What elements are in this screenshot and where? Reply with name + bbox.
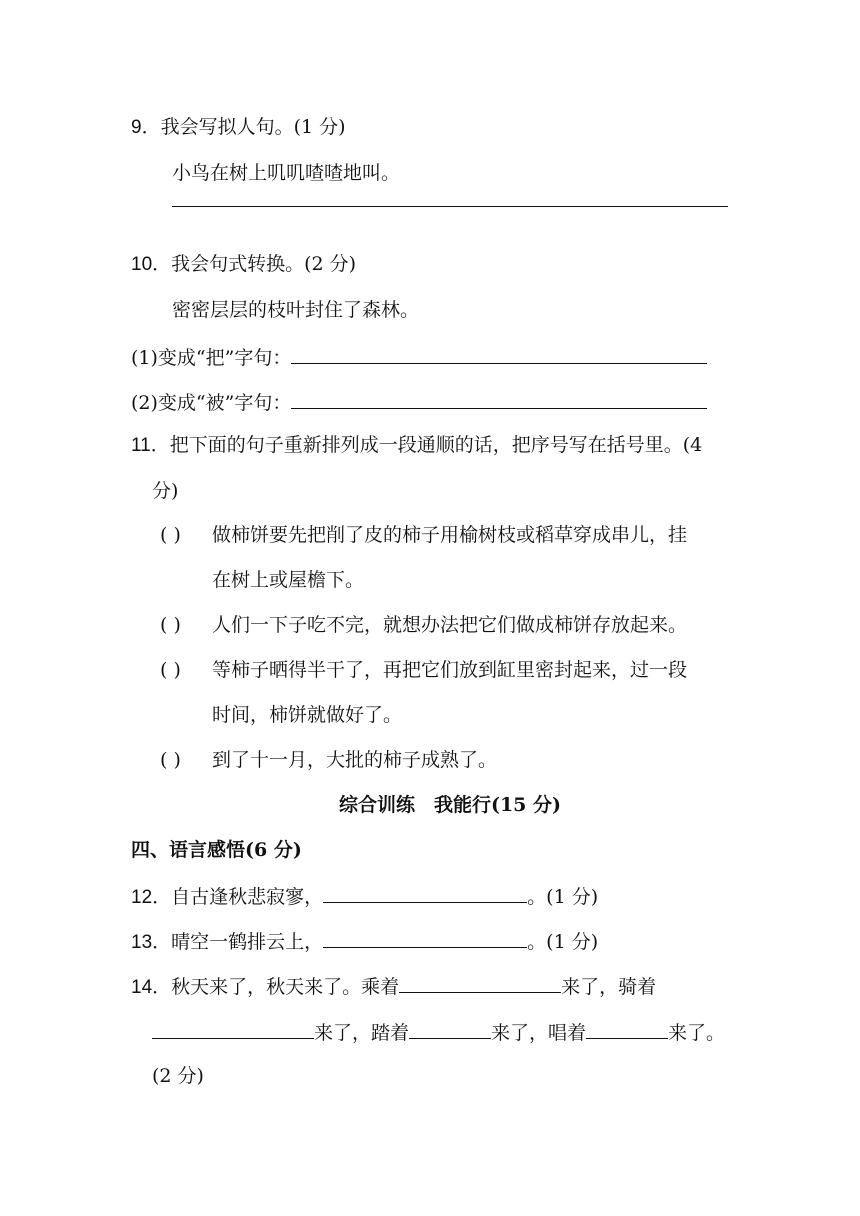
q14-text-3: 来了，踏着 (314, 1022, 410, 1044)
q12-blank[interactable] (323, 882, 527, 903)
section-title: 综合训练 我能行(15 分) (338, 794, 562, 816)
q11-item-3 (160, 657, 687, 683)
q10-title: 我会句式转换。(2 分) (171, 253, 357, 275)
q14-text-4: 来了，唱着 (491, 1022, 587, 1044)
q11-item-1 (160, 522, 687, 548)
q10-sub2 (131, 388, 707, 416)
q12-text-before: 自古逢秋悲寂寥， (171, 886, 324, 908)
q12 (131, 882, 598, 911)
q14-blank-3[interactable] (409, 1018, 491, 1039)
q13-text-after: 。(1 分) (527, 931, 599, 953)
q11-item-4-text: 到了十一月，大批的柿子成熟了。 (212, 749, 498, 771)
q14-text-1: 秋天来了，秋天来了。乘着 (171, 976, 400, 998)
q14-text-5: 来了。 (668, 1022, 726, 1044)
q11-title-line1: 把下面的句子重新排列成一段通顺的话，把序号写在括号里。(4 (169, 434, 703, 456)
q9-title: 我会写拟人句。(1 分) (160, 116, 346, 138)
q11-number: 11． (131, 435, 170, 456)
q13-text-before: 晴空一鹤排云上， (171, 931, 324, 953)
q14-blank-4[interactable] (586, 1018, 668, 1039)
q10-sentence: 密密层层的枝叶封住了森林。 (172, 299, 420, 321)
q14-text-2: 来了，骑着 (561, 976, 657, 998)
q9-number: 9． (131, 117, 161, 138)
q11-item-3-cont: 时间，柿饼就做好了。 (212, 704, 403, 726)
q11-item-1-cont: 在树上或屋檐下。 (212, 569, 365, 591)
q11-item-3-paren[interactable]: ( ) (160, 659, 181, 681)
q11-item-4 (160, 747, 497, 773)
q14-score: (2 分) (152, 1065, 204, 1087)
q11-item-2-paren[interactable]: ( ) (160, 614, 181, 636)
q14-number: 14． (131, 977, 172, 998)
q11-header (131, 432, 702, 459)
part4-title: 四、语言感悟(6 分) (131, 839, 302, 861)
q14-line2 (152, 1018, 725, 1046)
q11-title-line2: 分) (152, 480, 179, 502)
q14-blank-2[interactable] (152, 1018, 314, 1039)
q10-sub2-blank[interactable] (291, 388, 707, 409)
q10-sub2-label: (2)变成“被”字句： (131, 392, 292, 414)
q11-item-4-paren[interactable]: ( ) (160, 749, 181, 771)
q11-item-2 (160, 612, 687, 638)
q10-number: 10． (131, 254, 172, 275)
q9-header (131, 114, 346, 141)
q13-blank[interactable] (323, 927, 527, 948)
q10-header (131, 251, 356, 278)
q13-number: 13． (131, 932, 172, 953)
q13 (131, 927, 598, 956)
q9-answer-line[interactable] (172, 206, 728, 207)
q11-item-2-text: 人们一下子吃不完，就想办法把它们做成柿饼存放起来。 (212, 614, 688, 636)
q10-sub1-label: (1)变成“把”字句： (131, 347, 292, 369)
q14-blank-1[interactable] (399, 972, 561, 993)
q12-text-after: 。(1 分) (527, 886, 599, 908)
q11-item-3-text: 等柿子晒得半干了，再把它们放到缸里密封起来，过一段 (212, 659, 688, 681)
q14-line1 (131, 972, 656, 1001)
q9-sentence: 小鸟在树上叽叽喳喳地叫。 (172, 162, 401, 184)
q11-item-1-paren[interactable]: ( ) (160, 524, 181, 546)
q10-sub1-blank[interactable] (291, 343, 707, 364)
q12-number: 12． (131, 887, 172, 908)
q11-item-1-text: 做柿饼要先把削了皮的柿子用榆树枝或稻草穿成串儿，挂 (212, 524, 688, 546)
q10-sub1 (131, 343, 707, 371)
